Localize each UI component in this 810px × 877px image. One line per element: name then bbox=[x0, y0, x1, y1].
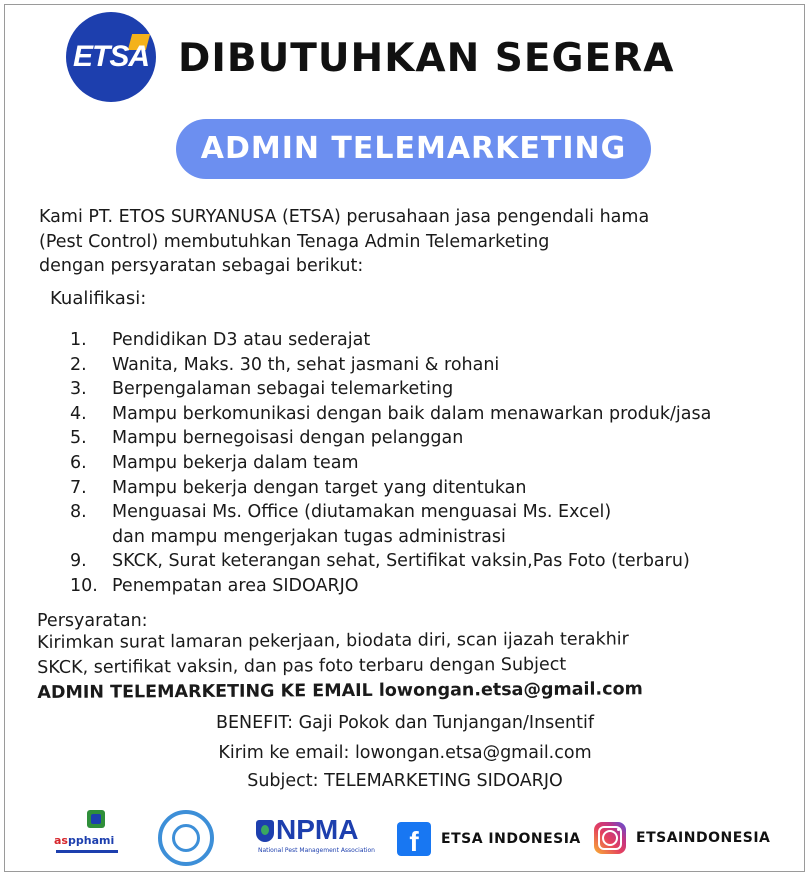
email-line: Kirim ke email: lowongan.etsa@gmail.com bbox=[218, 743, 592, 763]
npma-logo bbox=[256, 814, 375, 859]
list-item bbox=[70, 377, 800, 402]
list-item-number: 10. bbox=[70, 575, 98, 596]
list-item-text: Menguasai Ms. Office (diutamakan menguasai Ms. Excel) bbox=[112, 502, 612, 523]
list-item-number: 1. bbox=[70, 330, 87, 350]
list-item-number: 9. bbox=[70, 551, 87, 572]
etsa-logo bbox=[66, 12, 156, 102]
list-item-number: 4. bbox=[70, 403, 87, 424]
list-item bbox=[70, 328, 800, 353]
requirements-line: Kirimkan surat lamaran pekerjaan, biodata diri, scan ijazah terakhir bbox=[37, 629, 629, 653]
requirements-heading: Persyaratan: bbox=[37, 611, 148, 631]
instagram-link[interactable] bbox=[594, 822, 770, 854]
list-item bbox=[70, 574, 800, 599]
list-item-number: 8. bbox=[70, 502, 87, 523]
npma-subtitle: National Pest Management Association bbox=[258, 847, 375, 854]
aspphami-underline bbox=[56, 850, 118, 853]
logo-text: ETSA bbox=[72, 40, 149, 73]
list-item-text: SKCK, Surat keterangan sehat, Sertifikat vaksin,Pas Foto (terbaru) bbox=[112, 551, 690, 572]
facebook-link[interactable] bbox=[397, 822, 581, 856]
list-item bbox=[70, 402, 800, 427]
position-title: ADMIN TELEMARKETING bbox=[176, 119, 651, 179]
list-item-text: Penempatan area SIDOARJO bbox=[112, 575, 359, 596]
aspphami-emblem-inner bbox=[91, 814, 101, 824]
list-item-number: 3. bbox=[70, 379, 87, 400]
benefit-line: BENEFIT: Gaji Pokok dan Tunjangan/Insentif bbox=[215, 713, 595, 733]
facebook-label: ETSA INDONESIA bbox=[441, 831, 581, 847]
list-item bbox=[70, 476, 800, 501]
list-item bbox=[70, 500, 800, 549]
npma-shield-icon bbox=[256, 820, 274, 842]
list-item-text: Berpengalaman sebagai telemarketing bbox=[112, 379, 454, 400]
list-item-text: Pendidikan D3 atau sederajat bbox=[112, 330, 371, 350]
requirements-line: SKCK, sertifikat vaksin, dan pas foto terbaru dengan Subject bbox=[37, 654, 567, 678]
list-item-number: 6. bbox=[70, 452, 87, 473]
list-item-text: Mampu bernegoisasi dengan pelanggan bbox=[112, 428, 464, 449]
list-item-number: 2. bbox=[70, 354, 87, 375]
list-item-number: 5. bbox=[70, 428, 87, 449]
requirements-body bbox=[37, 626, 797, 706]
list-item-text: Wanita, Maks. 30 th, sehat jasmani & rohani bbox=[112, 354, 500, 375]
footer-logos bbox=[0, 800, 810, 870]
list-item-text: Mampu bekerja dengan target yang ditentukan bbox=[112, 477, 527, 498]
subject-line: Subject: TELEMARKETING SIDOARJO bbox=[247, 771, 563, 791]
requirements-email-line: ADMIN TELEMARKETING KE EMAIL lowongan.etsa@gmail.com bbox=[37, 679, 643, 703]
list-item bbox=[70, 426, 800, 451]
npma-wordmark: NPMA bbox=[276, 814, 359, 845]
aspphami-wordmark bbox=[54, 834, 114, 847]
list-item bbox=[70, 451, 800, 476]
instagram-icon bbox=[594, 822, 626, 854]
list-item-text: Mampu berkomunikasi dengan baik dalam menawarkan produk/jasa bbox=[112, 403, 712, 424]
quality-seal-logo bbox=[158, 810, 214, 866]
intro-paragraph: Kami PT. ETOS SURYANUSA (ETSA) perusahaan jasa pengendali hama (Pest Control) membutuhkan Tenaga Admin Telemarketing dengan persyaratan sebagai berikut: bbox=[39, 207, 650, 276]
list-item-text: Mampu bekerja dalam team bbox=[112, 452, 359, 473]
list-item bbox=[70, 353, 800, 378]
instagram-label: ETSAINDONESIA bbox=[636, 830, 771, 846]
aspphami-prefix: as bbox=[54, 834, 68, 847]
qualifications-list bbox=[70, 328, 800, 599]
headline: DIBUTUHKAN SEGERA bbox=[178, 36, 675, 81]
qualifications-heading: Kualifikasi: bbox=[50, 288, 147, 309]
aspphami-logo bbox=[54, 810, 124, 860]
list-item bbox=[70, 549, 800, 574]
facebook-icon: f bbox=[397, 822, 431, 856]
quality-seal-inner bbox=[172, 824, 200, 852]
list-item-number: 7. bbox=[70, 477, 87, 498]
aspphami-suffix: pphami bbox=[67, 834, 115, 847]
list-item-continuation: dan mampu mengerjakan tugas administrasi bbox=[112, 526, 506, 547]
